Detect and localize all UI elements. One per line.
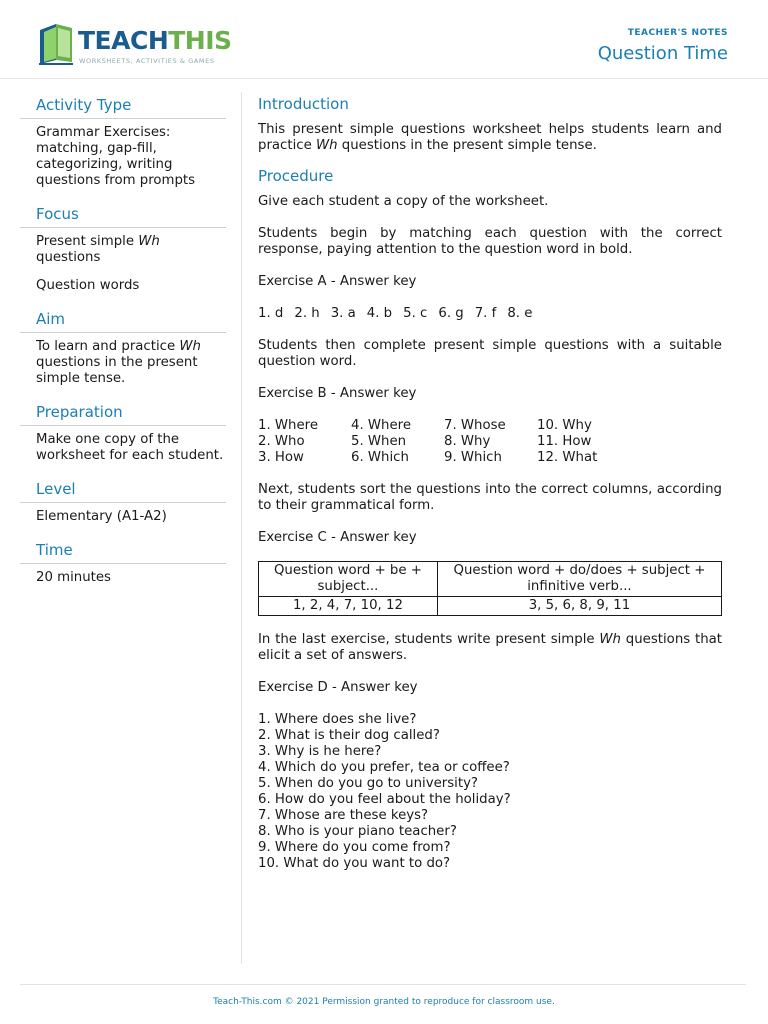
answer-item: 6. Which — [351, 450, 409, 465]
procedure-paragraph-5: In the last exercise, students write present simple Wh questions that elicit a set of answers. — [258, 632, 722, 663]
table-row — [259, 562, 722, 597]
logo-wordmark: TEACHTHIS — [78, 26, 232, 55]
list-item: 3. Why is he here? — [258, 744, 382, 759]
exercise-b-answers — [258, 418, 722, 466]
answer-item: 10. Why — [537, 418, 592, 433]
introduction-heading: Introduction — [258, 95, 349, 113]
exercise-d-label: Exercise D - Answer key — [258, 680, 418, 695]
activity-type-text: Grammar Exercises: matching, gap-fill, categorizing, writing questions from prompts — [36, 125, 196, 188]
answer-item: 1. d — [258, 306, 284, 321]
teachers-notes-label: TEACHER'S NOTES — [627, 28, 728, 38]
list-item: 10. What do you want to do? — [258, 856, 451, 871]
answer-item: 7. Whose — [444, 418, 506, 433]
answer-item: 1. Where — [258, 418, 319, 433]
table-header-cell: Question word + do/does + subject + infinitive verb... — [437, 562, 721, 597]
table-cell: 3, 5, 6, 8, 9, 11 — [437, 597, 721, 616]
answer-item: 4. Where — [351, 418, 412, 433]
page-title: Question Time — [597, 43, 728, 64]
procedure-heading: Procedure — [258, 167, 334, 185]
answer-item: 2. h — [294, 306, 320, 321]
answer-item: 3. a — [330, 306, 356, 321]
teach-this-logo[interactable] — [36, 22, 236, 72]
aim-heading: Aim — [20, 306, 226, 333]
focus-text-2: Question words — [36, 278, 140, 293]
table-row — [259, 597, 722, 616]
time-section — [20, 537, 226, 586]
list-item: 9. Where do you come from? — [258, 840, 451, 855]
page-header — [0, 0, 768, 79]
column-divider — [241, 92, 242, 964]
sidebar — [20, 92, 226, 598]
exercise-b-label: Exercise B - Answer key — [258, 386, 417, 401]
answer-item: 5. c — [403, 306, 428, 321]
procedure-paragraph-1: Give each student a copy of the worksheet. — [258, 194, 549, 209]
procedure-paragraph-3: Students then complete present simple questions with a suitable question word. — [258, 338, 722, 369]
time-heading: Time — [20, 537, 226, 564]
procedure-paragraph-4: Next, students sort the questions into the correct columns, according to their grammatical form. — [258, 482, 722, 513]
introduction-text: This present simple questions worksheet helps students learn and practice Wh questions in the present simple tense. — [258, 122, 722, 153]
answer-item: 11. How — [537, 434, 592, 449]
table-header-cell: Question word + be + subject... — [259, 562, 438, 597]
logo-tagline: WORKSHEETS, ACTIVITIES & GAMES — [79, 57, 215, 65]
activity-type-heading: Activity Type — [20, 92, 226, 119]
answer-item: 6. g — [438, 306, 464, 321]
answer-item: 4. b — [366, 306, 393, 321]
exercise-c-table — [258, 561, 722, 616]
aim-text: To learn and practice Wh questions in the present simple tense. — [36, 339, 201, 386]
exercise-d-answers — [258, 712, 722, 872]
exercise-a-answers — [258, 306, 722, 322]
time-text: 20 minutes — [36, 570, 111, 585]
footer-copyright: Teach-This.com © 2021 Permission granted to reproduce for classroom use. — [213, 997, 555, 1007]
table-cell: 1, 2, 4, 7, 10, 12 — [259, 597, 438, 616]
exercise-c-label: Exercise C - Answer key — [258, 530, 417, 545]
footer-divider — [20, 984, 746, 985]
preparation-heading: Preparation — [20, 399, 226, 426]
focus-section — [20, 201, 226, 294]
preparation-text: Make one copy of the worksheet for each student. — [36, 432, 224, 463]
level-heading: Level — [20, 476, 226, 503]
answer-item: 7. f — [474, 306, 497, 321]
preparation-section — [20, 399, 226, 464]
answer-item: 9. Which — [444, 450, 502, 465]
list-item: 1. Where does she live? — [258, 712, 417, 727]
main-content — [258, 92, 722, 872]
level-section — [20, 476, 226, 525]
focus-heading: Focus — [20, 201, 226, 228]
answer-item: 8. e — [507, 306, 533, 321]
list-item: 5. When do you go to university? — [258, 776, 478, 791]
answer-item: 2. Who — [258, 434, 305, 449]
list-item: 2. What is their dog called? — [258, 728, 440, 743]
list-item: 6. How do you feel about the holiday? — [258, 792, 511, 807]
answer-item: 12. What — [537, 450, 598, 465]
answer-item: 3. How — [258, 450, 304, 465]
aim-section — [20, 306, 226, 387]
answer-item: 8. Why — [444, 434, 491, 449]
procedure-paragraph-2: Students begin by matching each question with the correct response, paying attention to the question word in bold. — [258, 226, 722, 257]
list-item: 4. Which do you prefer, tea or coffee? — [258, 760, 510, 775]
level-text: Elementary (A1-A2) — [36, 509, 167, 524]
answer-item: 5. When — [351, 434, 407, 449]
activity-type-section — [20, 92, 226, 189]
list-item: 7. Whose are these keys? — [258, 808, 429, 823]
list-item: 8. Who is your piano teacher? — [258, 824, 457, 839]
exercise-a-label: Exercise A - Answer key — [258, 274, 417, 289]
book-logo-icon — [36, 22, 76, 66]
focus-text-1: Present simple Wh questions — [36, 234, 160, 265]
